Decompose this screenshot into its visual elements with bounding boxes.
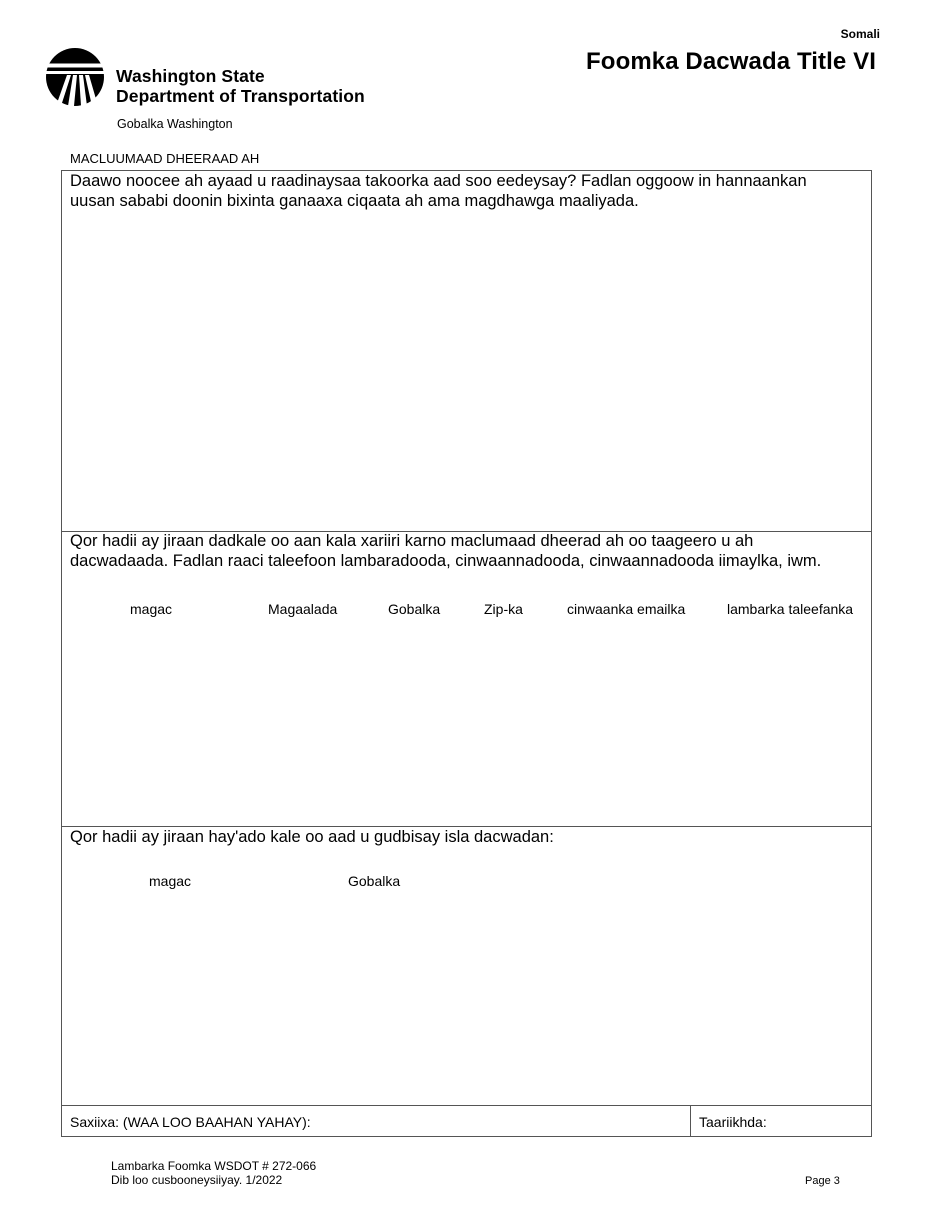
agency-subtitle: Gobalka Washington xyxy=(117,117,233,131)
signature-row xyxy=(61,1105,872,1137)
other-agencies-field[interactable] xyxy=(61,826,872,1106)
other-agencies-question: Qor hadii ay jiraan hay'ado kale oo aad u gudbisay isla dacwadan: xyxy=(70,828,554,846)
section-heading: MACLUUMAAD DHEERAAD AH xyxy=(70,151,260,166)
column-name: magac xyxy=(130,601,173,617)
wsdot-logo-icon xyxy=(46,48,104,106)
form-title: Foomka Dacwada Title VI xyxy=(586,48,876,75)
divider xyxy=(690,1106,691,1136)
language-label: Somali xyxy=(840,27,880,41)
column-state: Gobalka xyxy=(388,601,441,617)
column-city: Magaalada xyxy=(268,601,338,617)
column-zip: Zip-ka xyxy=(484,601,523,617)
relief-sought-question: Daawo noocee ah ayaad u raadinaysaa takoorka aad soo eedeysay? Fadlan oggoow in hannaankan uusan sababi doonin bixinta ganaaxa ciqaata ah ama magdhawga maaliyada. xyxy=(70,172,807,210)
agency-line2: Department of Transportation xyxy=(116,86,365,106)
date-field[interactable]: Taariikhda: xyxy=(699,1114,767,1130)
witnesses-field[interactable] xyxy=(61,531,872,827)
revision-date: Dib loo cusbooneysiiyay. 1/2022 xyxy=(111,1173,283,1187)
page-number: Page 3 xyxy=(805,1175,840,1187)
relief-sought-field[interactable] xyxy=(61,170,872,532)
column-state: Gobalka xyxy=(348,873,401,889)
form-number: Lambarka Foomka WSDOT # 272-066 xyxy=(111,1159,317,1173)
agency-line1: Washington State xyxy=(116,66,265,86)
column-phone: lambarka taleefanka xyxy=(727,601,854,617)
column-email: cinwaanka emailka xyxy=(567,601,686,617)
column-name: magac xyxy=(149,873,192,889)
agency-name xyxy=(116,66,365,106)
signature-field[interactable]: Saxiixa: (WAA LOO BAAHAN YAHAY): xyxy=(70,1114,311,1130)
witnesses-question: Qor hadii ay jiraan dadkale oo aan kala xariiri karno maclumaad dheerad ah oo taageero u ah dacwadaada. Fadlan raaci taleefoon lambaradooda, cinwaannadooda, cinwaannadooda iimaylka, iwm. xyxy=(70,532,822,570)
form-footer xyxy=(111,1159,316,1187)
